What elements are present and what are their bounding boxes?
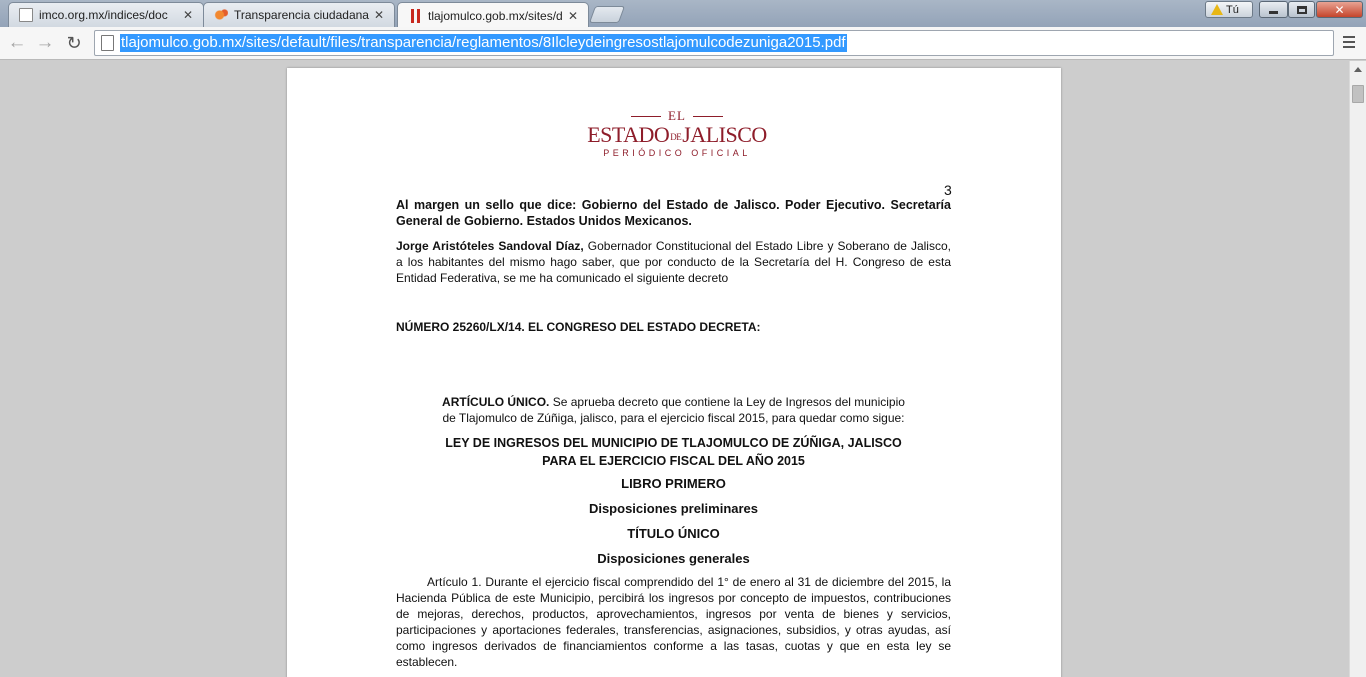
vertical-scrollbar[interactable] bbox=[1349, 61, 1366, 677]
document-icon bbox=[19, 8, 33, 22]
governor-text: Gobernador Constitucional del Estado Libre y Soberano de Jalisco, a los habitantes del mismo hago saber, que por conducto de la Secretaría del H. Congreso de esta Entidad Federativa, se me ha comunicado el siguiente decreto bbox=[396, 239, 951, 285]
article-unique-label: ARTÍCULO ÚNICO. bbox=[442, 395, 550, 409]
article-unique-line2: de Tlajomulco de Zúñiga, jalisco, para el ejercicio fiscal 2015, para quedar como sigue: bbox=[442, 411, 905, 425]
tab-tlajomulco[interactable] bbox=[397, 2, 589, 28]
pdf-viewer[interactable] bbox=[0, 61, 1349, 677]
masthead-subtitle: PERIÓDICO OFICIAL bbox=[603, 148, 751, 158]
masthead-el: EL bbox=[668, 108, 686, 123]
decree-number: NÚMERO 25260/LX/14. EL CONGRESO DEL ESTADO DECRETA: bbox=[396, 320, 761, 334]
close-icon[interactable]: ✕ bbox=[567, 8, 579, 23]
minimize-button[interactable] bbox=[1259, 1, 1288, 18]
url-text[interactable]: tlajomulco.gob.mx/sites/default/files/transparencia/reglamentos/8Ilcleydeingresostlajomulcodezuniga2015.pdf bbox=[121, 34, 846, 51]
close-icon: ✕ bbox=[1334, 2, 1345, 17]
law-title: LEY DE INGRESOS DEL MUNICIPIO DE TLAJOMULCO DE ZÚÑIGA, JALISCO PARA EL EJERCICIO FISCAL DEL AÑO 2015 bbox=[445, 436, 902, 468]
governor-name: Jorge Aristóteles Sandoval Díaz, bbox=[396, 239, 584, 253]
article-1: Artículo 1. Durante el ejercicio fiscal comprendido del 1° de enero al 31 de diciembre del 2015, la Hacienda Pública de este Municipio, percibirá los ingresos por concepto de impuestos, contribuciones de mejoras, derechos, productos, aprovechamientos, ingresos por venta de bienes y servicios, participaciones y aportaciones federales, transferencias, asignaciones, subsidios, y otras ayudas, así como ingresos derivados de financiamientos conforme a las tasas, cuotas y que en esta ley se establecen. bbox=[396, 575, 951, 669]
scroll-thumb[interactable] bbox=[1352, 85, 1364, 103]
new-tab-button[interactable] bbox=[589, 6, 625, 23]
book-subtitle: Disposiciones preliminares bbox=[588, 501, 759, 516]
scroll-up-icon[interactable] bbox=[1354, 67, 1362, 72]
maximize-button[interactable] bbox=[1288, 1, 1315, 18]
pdf-page bbox=[287, 68, 1061, 677]
profile-button[interactable] bbox=[1205, 1, 1253, 18]
title-subtitle: Disposiciones generales bbox=[597, 551, 750, 566]
browser-toolbar bbox=[0, 27, 1366, 60]
article-unique-line1: Se aprueba decreto que contiene la Ley de Ingresos del municipio bbox=[549, 395, 905, 409]
close-icon[interactable]: ✕ bbox=[182, 8, 194, 22]
reload-button[interactable]: ↻ bbox=[66, 33, 82, 53]
masthead-logo bbox=[587, 108, 767, 162]
address-bar[interactable] bbox=[94, 30, 1334, 56]
back-button[interactable]: ← bbox=[7, 32, 27, 53]
tab-title: imco.org.mx/indices/doc bbox=[39, 8, 168, 22]
margin-note: Al margen un sello que dice: Gobierno del Estado de Jalisco. Poder Ejecutivo. Secretaría General de Gobierno. Estados Unidos Mexicanos. bbox=[396, 198, 951, 228]
orange-logo-icon bbox=[214, 8, 228, 22]
governor-paragraph bbox=[396, 238, 951, 286]
menu-button[interactable] bbox=[1343, 36, 1357, 50]
warning-icon bbox=[1211, 4, 1223, 15]
book-heading: LIBRO PRIMERO bbox=[621, 476, 726, 491]
tab-transparencia[interactable] bbox=[203, 2, 395, 27]
page-number: 3 bbox=[944, 182, 952, 198]
tab-title: Transparencia ciudadana bbox=[234, 8, 369, 22]
title-heading: TÍTULO ÚNICO bbox=[627, 526, 720, 541]
masthead-title: ESTADODEJALISCO bbox=[587, 122, 767, 147]
tab-title: tlajomulco.gob.mx/sites/d bbox=[428, 8, 563, 23]
article-unique bbox=[396, 394, 951, 426]
title-bar bbox=[0, 0, 1366, 27]
pdf-icon bbox=[408, 9, 422, 23]
minimize-icon bbox=[1269, 11, 1278, 14]
close-icon[interactable]: ✕ bbox=[373, 8, 385, 22]
maximize-icon bbox=[1297, 6, 1307, 14]
profile-label: Tú bbox=[1226, 3, 1239, 16]
page-icon bbox=[101, 35, 114, 51]
close-window-button[interactable] bbox=[1316, 1, 1363, 18]
forward-button[interactable]: → bbox=[35, 32, 55, 53]
tab-imco[interactable] bbox=[8, 2, 204, 27]
